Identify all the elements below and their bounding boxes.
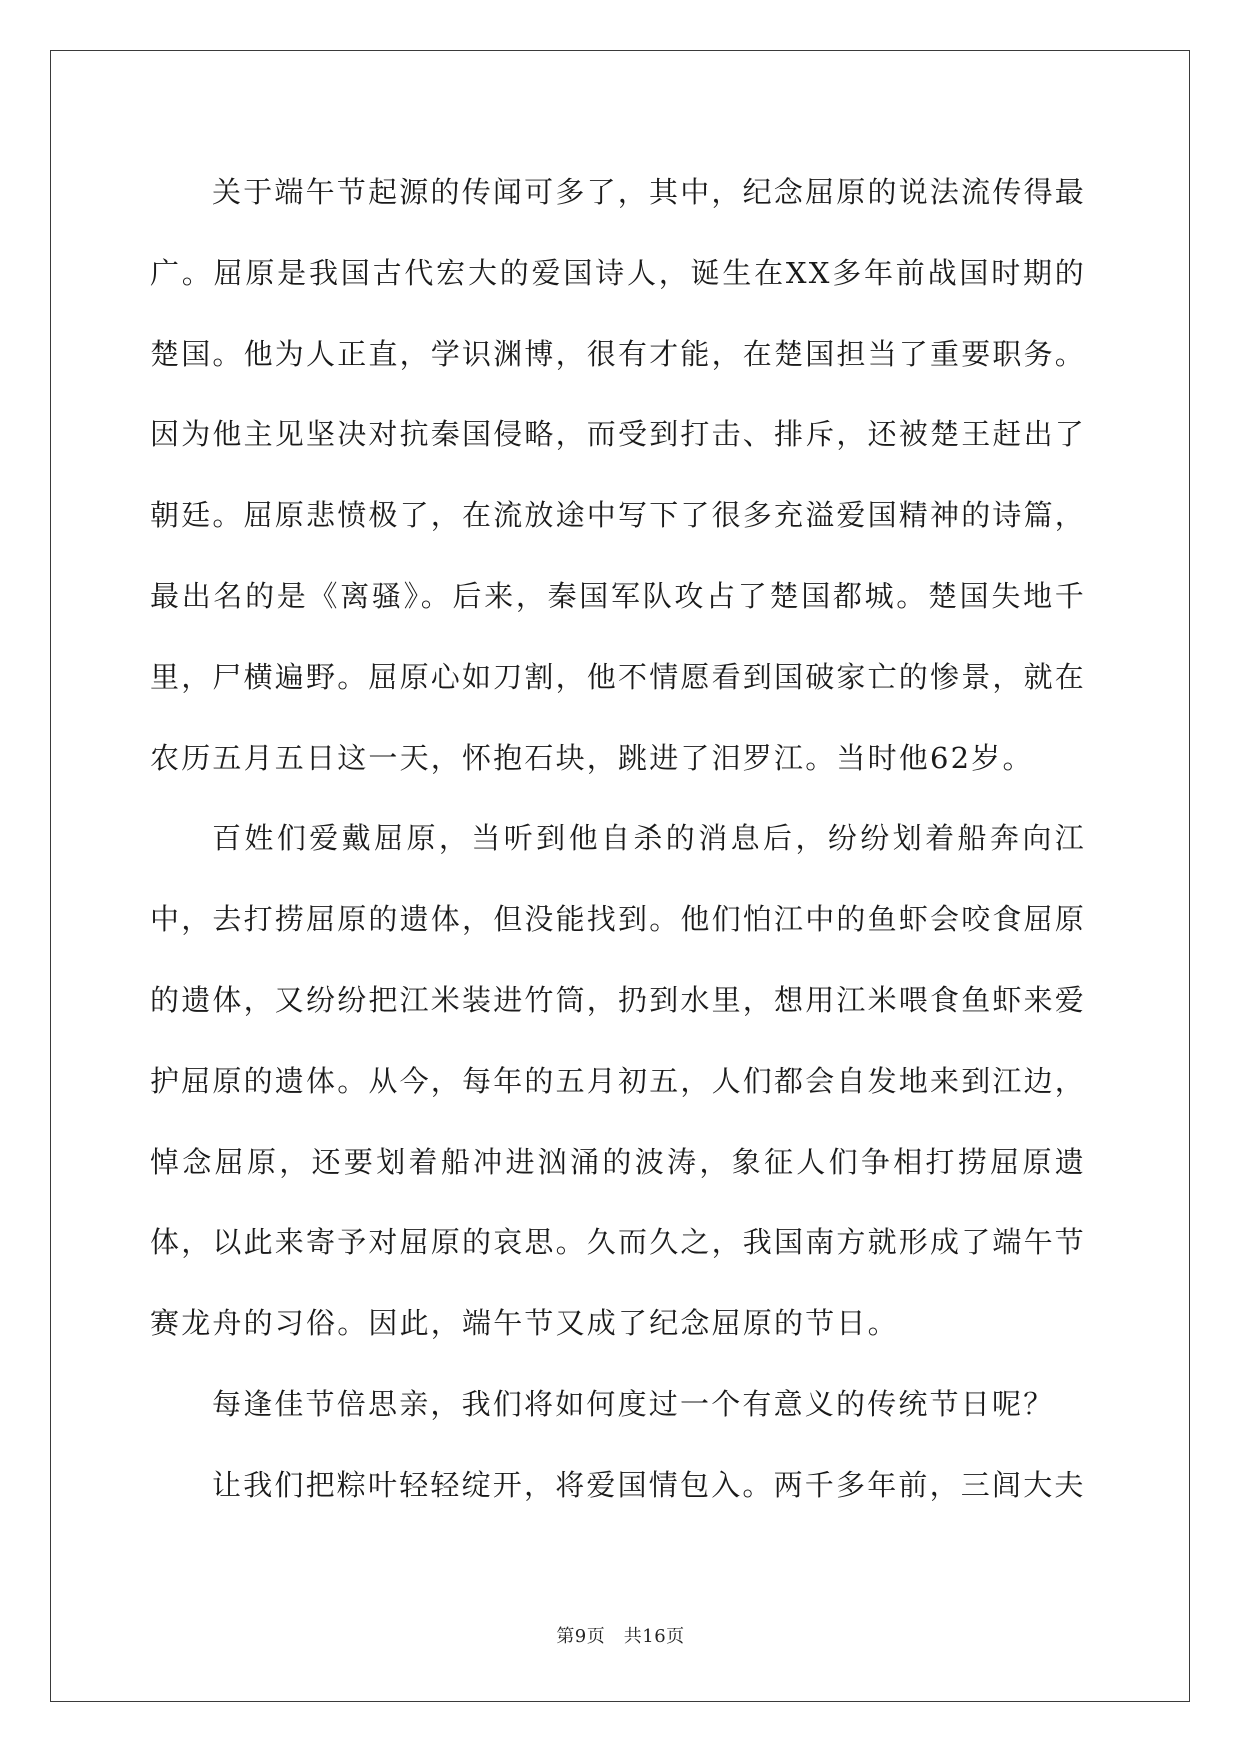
page-number-label: 第9页 共16页 [556,1626,685,1647]
paragraph-question: 每逢佳节倍思亲，我们将如何度过一个有意义的传统节日呢？ [212,1386,1055,1421]
document-body [150,152,1086,1526]
page-number-footer [0,1622,1241,1648]
paragraph-dragon-boat-custom: 百姓们爱戴屈原，当听到他自杀的消息后，纷纷划着船奔向江中，去打捞屈原的遗体，但没能找到。他们怕江中的鱼虾会咬食屈原的遗体，又纷纷把江米装进竹筒，扔到水里，想用江米喂食鱼虾来爱护屈原的遗体。从今，每年的五月初五，人们都会自发地来到江边，悼念屈原，还要划着船冲进汹涌的波涛，象征人们争相打捞屈原遗体，以此来寄予对屈原的哀思。久而久之，我国南方就形成了端午节赛龙舟的习俗。因此，端午节又成了纪念屈原的节日。 [150,821,1087,1341]
paragraph-zongzi: 让我们把粽叶轻轻绽开，将爱国情包入。两千多年前，三闾大夫 [212,1467,1086,1502]
paragraph-origin-legend: 关于端午节起源的传闻可多了，其中，纪念屈原的说法流传得最广。屈原是我国古代宏大的爱国诗人，诞生在XX多年前战国时期的楚国。他为人正直，学识渊博，很有才能，在楚国担当了重要职务。因为他主见坚决对抗秦国侵略，而受到打击、排斥，还被楚王赶出了朝廷。屈原悲愤极了，在流放途中写下了很多充溢爱国精神的诗篇，最出名的是《离骚》。后来，秦国军队攻占了楚国都城。楚国失地千里，尸横遍野。屈原心如刀割，他不情愿看到国破家亡的惨景，就在农历五月五日这一天，怀抱石块，跳进了汨罗江。当时他62岁。 [150,175,1087,775]
